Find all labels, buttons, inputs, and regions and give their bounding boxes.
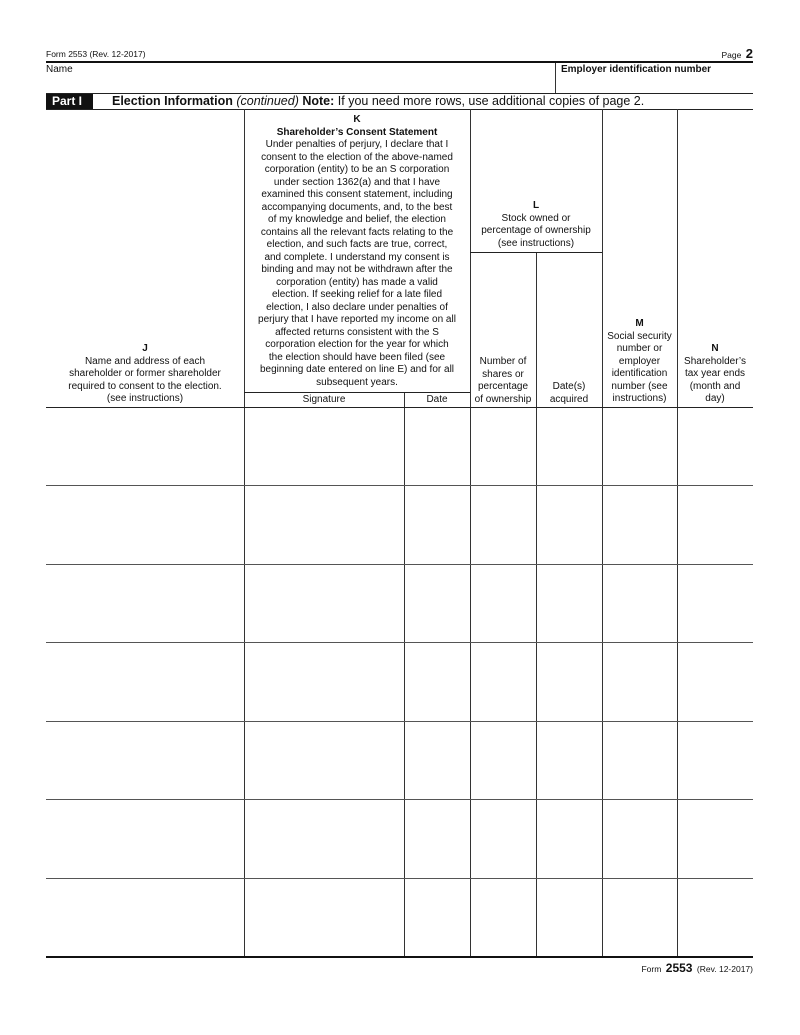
name-address-cell[interactable] (47, 879, 244, 956)
part-note-label: Note: (302, 94, 335, 108)
divider (470, 252, 602, 253)
tax-year-end-cell[interactable] (678, 879, 753, 956)
ssn-ein-cell[interactable] (603, 722, 677, 799)
dates-acquired-cell[interactable] (537, 565, 602, 642)
column-l-line: percentage of ownership (481, 225, 591, 236)
column-j-letter: J (142, 343, 148, 354)
column-m-letter: M (635, 318, 644, 329)
consent-line: consent to the election of the above-named (261, 151, 453, 163)
ssn-ein-cell[interactable] (603, 565, 677, 642)
column-m-line: instructions) (612, 393, 667, 404)
dates-acquired-cell[interactable] (537, 643, 602, 721)
column-m-line: employer (618, 355, 661, 367)
column-m-line: number (see (611, 380, 668, 392)
dates-line: Date(s) (552, 381, 586, 392)
consent-line: election, I also declare under penalties of (266, 301, 448, 313)
consent-line: contains all the relevant facts relating to the (260, 226, 454, 238)
consent-line: affected returns consistent with the S (275, 326, 439, 338)
column-j-header (46, 343, 244, 406)
column-j-line: required to consent to the election. (68, 380, 222, 392)
consent-line: the election should have been filed (see (268, 351, 446, 363)
date-cell[interactable] (405, 800, 470, 878)
column-m-line: Social security (607, 330, 672, 342)
date-cell[interactable] (405, 879, 470, 956)
tax-year-end-cell[interactable] (678, 722, 753, 799)
name-address-cell[interactable] (47, 486, 244, 564)
ssn-ein-cell[interactable] (603, 800, 677, 878)
signature-cell[interactable] (245, 879, 404, 956)
shares-cell[interactable] (471, 800, 536, 878)
signature-cell[interactable] (245, 565, 404, 642)
column-k-header (244, 114, 470, 389)
name-address-cell[interactable] (47, 722, 244, 799)
dates-line: acquired (549, 393, 589, 405)
shares-cell[interactable] (471, 722, 536, 799)
shares-cell[interactable] (471, 879, 536, 956)
tax-year-end-cell[interactable] (678, 565, 753, 642)
part-note-text: If you need more rows, use additional copies of page 2. (337, 94, 645, 108)
consent-line: subsequent years. (316, 376, 398, 388)
column-j-line: (see instructions) (106, 393, 184, 404)
date-cell[interactable] (405, 408, 470, 485)
shares-cell[interactable] (471, 408, 536, 485)
signature-cell[interactable] (245, 722, 404, 799)
table-bottom-rule (46, 956, 753, 958)
shares-cell[interactable] (471, 643, 536, 721)
tax-year-end-cell[interactable] (678, 800, 753, 878)
dates-acquired-cell[interactable] (537, 408, 602, 485)
shares-line: percentage (477, 381, 529, 392)
ssn-ein-cell[interactable] (603, 486, 677, 564)
name-address-cell[interactable] (47, 408, 244, 485)
name-address-cell[interactable] (47, 800, 244, 878)
footer-form-ref (641, 959, 753, 977)
consent-line: election, and such facts are true, correct, (266, 239, 448, 250)
tax-year-end-cell[interactable] (678, 408, 753, 485)
dates-acquired-cell[interactable] (537, 800, 602, 878)
footer-form-word: Form (641, 964, 662, 974)
date-cell[interactable] (405, 722, 470, 799)
column-n-letter: N (711, 343, 719, 354)
consent-statement (244, 139, 470, 389)
ein-label: Employer identification number (561, 64, 712, 75)
ssn-ein-cell[interactable] (603, 408, 677, 485)
tax-year-end-cell[interactable] (678, 486, 753, 564)
shares-subheader (470, 356, 536, 406)
shares-line: of ownership (474, 393, 532, 405)
consent-line: corporation election for the year for which (265, 339, 449, 350)
part-tag: Part I (46, 94, 93, 109)
date-cell[interactable] (405, 643, 470, 721)
consent-line: election. If seeking relief for a late filed (271, 289, 443, 300)
consent-line: Under penalties of perjury, I declare that I (265, 139, 449, 150)
column-k-letter: K (353, 114, 361, 125)
date-subheader: Date (426, 394, 448, 405)
ssn-ein-cell[interactable] (603, 643, 677, 721)
consent-line: binding and may not be withdrawn after the (261, 264, 453, 275)
signature-cell[interactable] (245, 486, 404, 564)
signature-subheader: Signature (302, 394, 346, 405)
column-n-line: tax year ends (684, 368, 746, 379)
consent-line: beginning date entered on line E) and for all (259, 364, 455, 375)
column-n-line: day) (705, 393, 725, 404)
consent-line: corporation (entity) has made a valid (276, 276, 438, 288)
form-reference: Form 2553 (Rev. 12-2017) (46, 49, 146, 59)
shares-cell[interactable] (471, 565, 536, 642)
name-address-cell[interactable] (47, 643, 244, 721)
ein-field[interactable] (556, 63, 753, 93)
column-m-line: number or (616, 343, 663, 354)
page-label: Page (721, 50, 742, 60)
divider (46, 109, 753, 110)
name-field[interactable] (46, 63, 555, 93)
column-l-line: (see instructions) (497, 237, 575, 249)
footer-form-number: 2553 (665, 961, 693, 975)
column-l-header (470, 200, 602, 250)
consent-line: examined this consent statement, including (261, 189, 453, 200)
column-m-header (602, 318, 677, 406)
column-l-line: Stock owned or (501, 212, 571, 224)
consent-line: and complete. I understand my consent is (264, 251, 450, 263)
name-address-cell[interactable] (47, 565, 244, 642)
part-title (112, 94, 644, 109)
divider (244, 392, 470, 393)
column-n-line: (month and (689, 380, 741, 392)
column-m-line: identification (611, 368, 668, 379)
dates-acquired-cell[interactable] (537, 486, 602, 564)
dates-acquired-cell[interactable] (537, 722, 602, 799)
footer-revision: (Rev. 12-2017) (696, 964, 753, 974)
consent-line: under section 1362(a) and that I have (273, 176, 441, 188)
ssn-ein-cell[interactable] (603, 879, 677, 956)
column-n-header (677, 343, 753, 406)
date-cell[interactable] (405, 565, 470, 642)
column-k-title: Shareholder’s Consent Statement (276, 126, 438, 138)
signature-cell[interactable] (245, 408, 404, 485)
consent-line: accompanying documents, and, to the best (261, 201, 453, 213)
shares-cell[interactable] (471, 486, 536, 564)
part-continued: (continued) (236, 94, 299, 108)
shares-line: shares or (482, 368, 524, 380)
dates-acquired-subheader (536, 381, 602, 406)
column-j-line: shareholder or former shareholder (69, 368, 221, 379)
signature-cell[interactable] (245, 800, 404, 878)
tax-year-end-cell[interactable] (678, 643, 753, 721)
consent-line: of my knowledge and belief, the election (268, 214, 446, 225)
name-label: Name (46, 64, 73, 75)
date-cell[interactable] (405, 486, 470, 564)
consent-line: perjury that I have reported my income on all (258, 314, 456, 325)
consent-line: corporation (entity) to be an S corporation (264, 164, 450, 175)
signature-cell[interactable] (245, 643, 404, 721)
column-l-letter: L (532, 200, 540, 211)
column-j-line: Name and address of each (84, 355, 206, 367)
dates-acquired-cell[interactable] (537, 879, 602, 956)
shares-line: Number of (479, 356, 527, 367)
page-number: 2 (745, 46, 753, 61)
part-title-text: Election Information (112, 94, 233, 108)
column-n-line: Shareholder’s (684, 355, 746, 367)
